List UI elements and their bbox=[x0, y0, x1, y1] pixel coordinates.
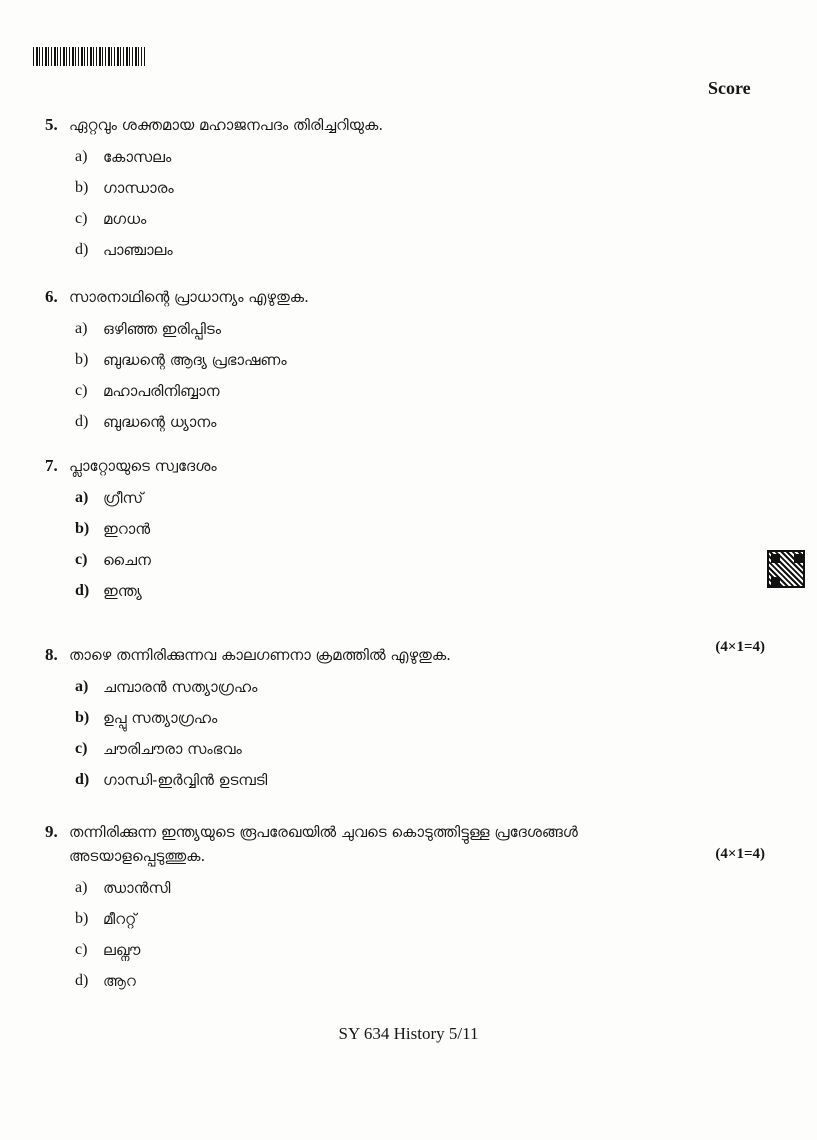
option-a bbox=[75, 671, 765, 702]
option-c bbox=[75, 203, 765, 234]
option-letter: c) bbox=[75, 550, 88, 568]
question-text: സാരനാഥിന്റെ പ്രാധാന്യം എഴുതുക. bbox=[69, 288, 309, 306]
option-text: ഒഴിഞ്ഞ ഇരിപ്പിടം bbox=[103, 319, 221, 338]
question-text: തന്നിരിക്കുന്ന ഇന്ത്യയുടെ രൂപരേഖയിൽ ചുവടെ കൊടുത്തിട്ടുള്ള പ്രദേശങ്ങൾ അടയാളപ്പെടുത്തുക. bbox=[69, 823, 578, 865]
option-text: ഇന്ത്യ bbox=[103, 581, 142, 600]
option-b bbox=[75, 344, 765, 375]
option-text: ലഖ്നൗ bbox=[103, 940, 141, 959]
option-d bbox=[75, 764, 765, 795]
options-list bbox=[45, 671, 765, 795]
options-list bbox=[45, 482, 765, 606]
option-text: ചൈന bbox=[103, 550, 151, 569]
question-number: 7. bbox=[45, 456, 58, 475]
option-d bbox=[75, 406, 765, 437]
option-b bbox=[75, 903, 765, 934]
option-d bbox=[75, 965, 765, 996]
option-text: ഗാന്ധാരം bbox=[103, 178, 174, 197]
option-c bbox=[75, 934, 765, 965]
question-text: താഴെ തന്നിരിക്കുന്നവ കാലഗണനാ ക്രമത്തിൽ എഴുതുക. bbox=[69, 646, 451, 664]
option-letter: a) bbox=[75, 147, 88, 165]
option-text: മഗധം bbox=[103, 209, 147, 228]
barcode bbox=[33, 47, 145, 66]
option-letter: d) bbox=[75, 581, 90, 599]
option-letter: b) bbox=[75, 519, 90, 537]
option-text: ബുദ്ധന്റെ ധ്യാനം bbox=[103, 412, 217, 431]
question-7 bbox=[45, 454, 765, 606]
question-number: 6. bbox=[45, 287, 58, 306]
option-text: ബുദ്ധന്റെ ആദ്യ പ്രഭാഷണം bbox=[103, 350, 287, 369]
option-a bbox=[75, 141, 765, 172]
option-letter: d) bbox=[75, 770, 90, 788]
option-text: ഇറാൻ bbox=[103, 519, 151, 538]
question-6 bbox=[45, 285, 765, 437]
option-text: ചൗരിചൗരാ സംഭവം bbox=[103, 739, 242, 758]
option-c bbox=[75, 544, 765, 575]
option-text: ഗ്രീസ് bbox=[103, 488, 144, 507]
option-text: ചമ്പാരൻ സത്യാഗ്രഹം bbox=[103, 677, 258, 696]
question-number: 9. bbox=[45, 822, 58, 841]
option-d bbox=[75, 234, 765, 265]
option-text: മഹാപരിനിബ്ബാന bbox=[103, 381, 220, 400]
question-9 bbox=[45, 820, 765, 996]
option-letter: b) bbox=[75, 909, 89, 927]
option-a bbox=[75, 872, 765, 903]
option-letter: b) bbox=[75, 178, 89, 196]
score-label: Score bbox=[708, 78, 751, 98]
option-a bbox=[75, 482, 765, 513]
qr-code bbox=[767, 550, 805, 588]
option-c bbox=[75, 733, 765, 764]
question-5 bbox=[45, 113, 765, 265]
option-b bbox=[75, 172, 765, 203]
option-text: ഉപ്പു സത്യാഗ്രഹം bbox=[103, 708, 218, 727]
option-text: മീററ്റ് bbox=[103, 909, 137, 928]
option-text: പാഞ്ചാലം bbox=[103, 240, 173, 259]
option-text: കോസലം bbox=[103, 147, 172, 166]
option-letter: c) bbox=[75, 739, 88, 757]
option-letter: d) bbox=[75, 971, 89, 989]
option-text: ഝാൻസി bbox=[103, 878, 171, 897]
options-list bbox=[45, 313, 765, 437]
option-letter: a) bbox=[75, 878, 88, 896]
option-letter: d) bbox=[75, 412, 89, 430]
question-text: ഏറ്റവും ശക്തമായ മഹാജനപദം തിരിച്ചറിയുക. bbox=[69, 116, 384, 134]
option-letter: d) bbox=[75, 240, 89, 258]
option-a bbox=[75, 313, 765, 344]
option-b bbox=[75, 702, 765, 733]
option-text: ഗാന്ധി-ഇർവ്വിൻ ഉടമ്പടി bbox=[103, 770, 268, 789]
option-letter: a) bbox=[75, 677, 89, 695]
option-letter: a) bbox=[75, 488, 89, 506]
options-list bbox=[45, 141, 765, 265]
option-letter: a) bbox=[75, 319, 88, 337]
question-number: 5. bbox=[45, 115, 58, 134]
options-list bbox=[45, 872, 765, 996]
question-number: 8. bbox=[45, 645, 58, 664]
question-8 bbox=[45, 639, 765, 795]
option-letter: c) bbox=[75, 940, 88, 958]
option-letter: b) bbox=[75, 350, 89, 368]
option-letter: b) bbox=[75, 708, 90, 726]
marks-label: (4×1=4) bbox=[715, 639, 765, 655]
option-text: ആറ bbox=[103, 971, 136, 990]
marks-label: (4×1=4) bbox=[715, 846, 765, 862]
option-b bbox=[75, 513, 765, 544]
option-d bbox=[75, 575, 765, 606]
option-letter: c) bbox=[75, 381, 88, 399]
option-c bbox=[75, 375, 765, 406]
option-letter: c) bbox=[75, 209, 88, 227]
question-text: പ്ലാറ്റോയുടെ സ്വദേശം bbox=[69, 457, 217, 475]
page-footer: SY 634 History 5/11 bbox=[338, 1024, 479, 1043]
